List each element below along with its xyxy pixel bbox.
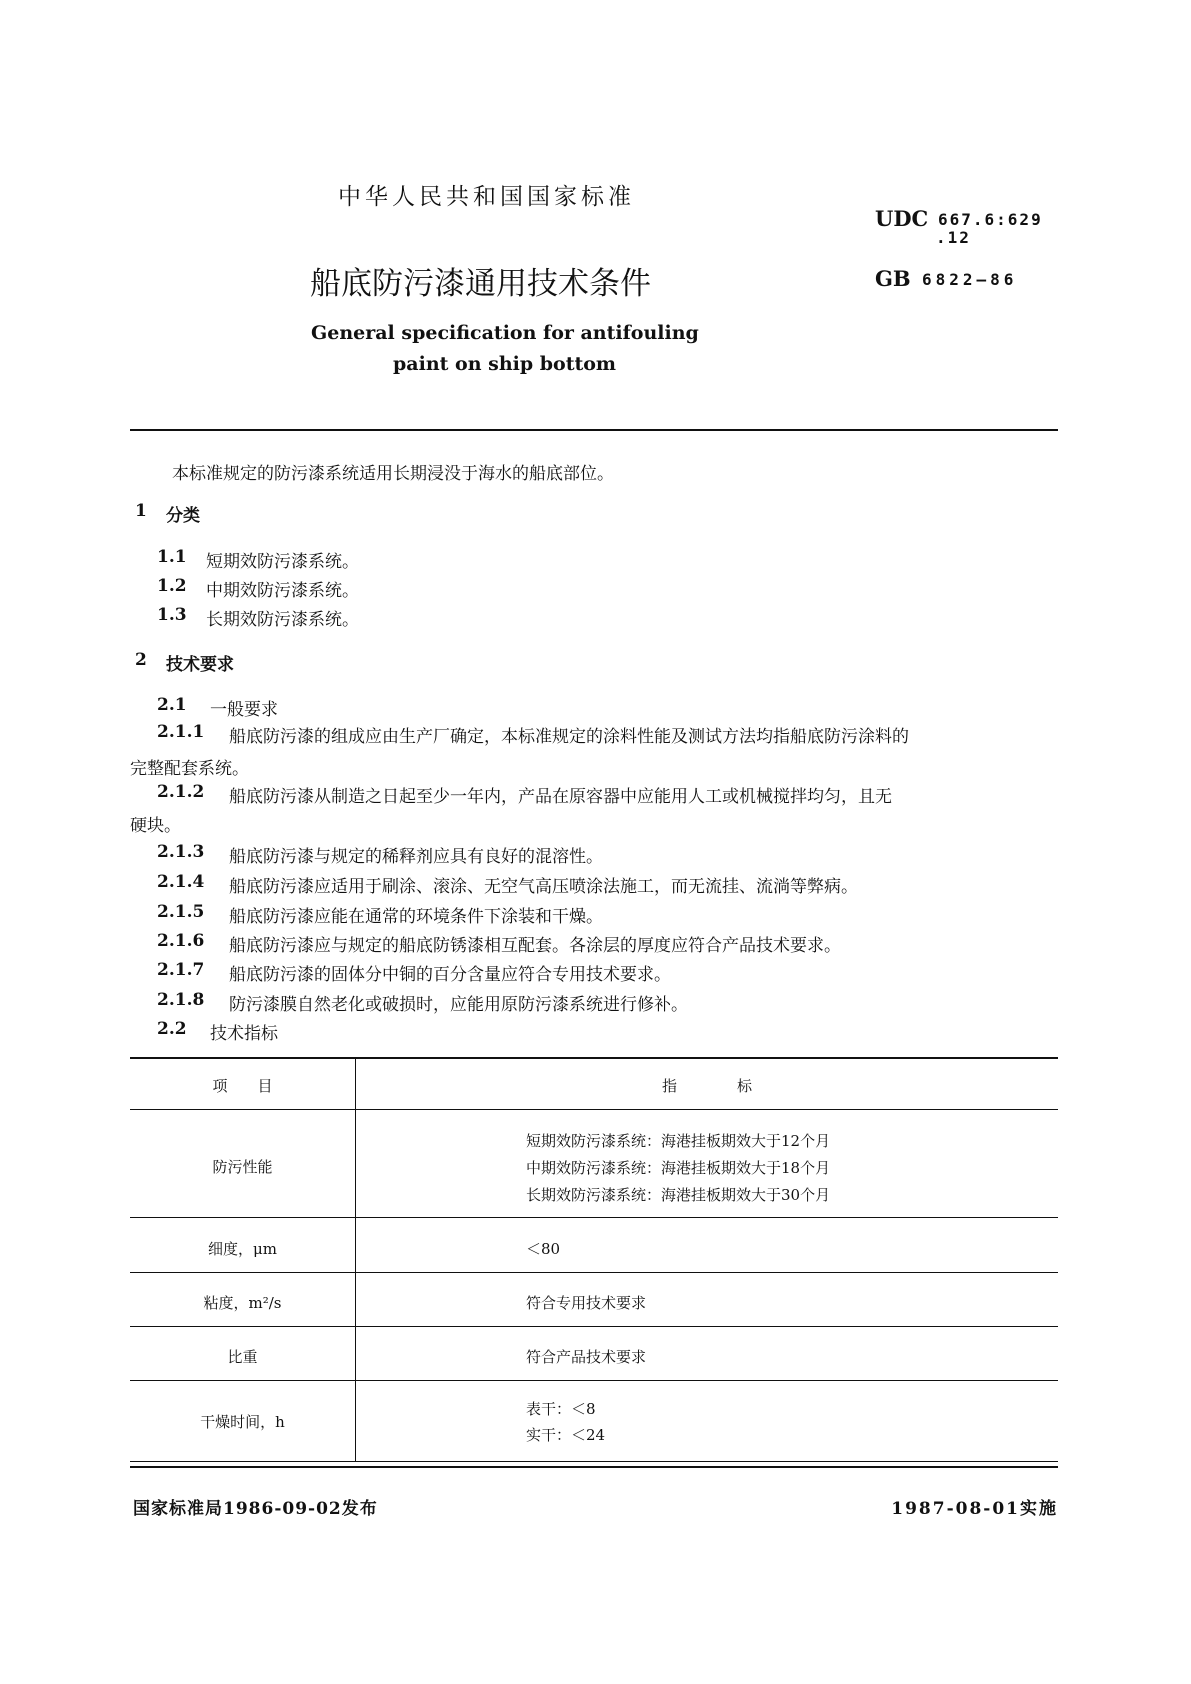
udc-label: UDC — [875, 206, 929, 231]
english-title-line1: General specification for antifouling — [311, 322, 699, 344]
item-text-cont: 完整配套系统。 — [130, 759, 249, 779]
national-standard-heading: 中华人民共和国国家标准 — [338, 184, 635, 210]
table-rule — [130, 1217, 1058, 1218]
table-bottom-rule — [130, 1461, 1058, 1462]
section-1-title: 分类 — [166, 506, 200, 526]
table-rule — [130, 1272, 1058, 1273]
table-row-item: 细度，μm — [208, 1240, 277, 1258]
table-row-item: 粘度，m²/s — [203, 1294, 282, 1312]
item-text: 中期效防污漆系统。 — [206, 581, 359, 601]
item-number: 2.1.2 — [157, 782, 205, 802]
table-header-item: 项 目 — [212, 1077, 273, 1095]
item-text: 短期效防污漆系统。 — [206, 552, 359, 572]
header-rule — [130, 429, 1058, 431]
item-number: 2.1.5 — [157, 902, 205, 922]
table-row-value: ＜80 — [526, 1240, 561, 1258]
udc-cont: .12 — [936, 228, 971, 247]
table-row-value: 短期效防污漆系统：海港挂板期效大于12个月 — [526, 1132, 831, 1150]
table-row-value: 表干：＜8 — [526, 1400, 596, 1418]
item-text: 船底防污漆的固体分中铜的百分含量应符合专用技术要求。 — [229, 965, 671, 985]
item-number: 2.1.6 — [157, 931, 205, 951]
table-header-value: 指 标 — [661, 1077, 752, 1095]
item-number: 2.1.8 — [157, 990, 205, 1010]
item-number: 1.3 — [157, 605, 187, 625]
item-text: 船底防污漆应与规定的船底防锈漆相互配套。各涂层的厚度应符合产品技术要求。 — [229, 936, 841, 956]
item-text: 船底防污漆应适用于刷涂、滚涂、无空气高压喷涂法施工，而无流挂、流淌等弊病。 — [229, 877, 858, 897]
subsection-number: 2.1 — [157, 695, 187, 715]
item-number: 2.1.1 — [157, 722, 205, 742]
table-row-item: 比重 — [227, 1348, 258, 1366]
item-text: 船底防污漆的组成应由生产厂确定，本标准规定的涂料性能及测试方法均指船底防污涂料的 — [229, 727, 909, 747]
subsection-number: 2.2 — [157, 1019, 187, 1039]
effective-date: 1987-08-01实施 — [891, 1499, 1058, 1519]
table-bottom-rule — [130, 1466, 1058, 1468]
item-number: 1.1 — [157, 547, 187, 567]
item-text: 船底防污漆从制造之日起至少一年内，产品在原容器中应能用人工或机械搅拌均匀，且无 — [229, 787, 892, 807]
table-row-value: 长期效防污漆系统：海港挂板期效大于30个月 — [526, 1186, 831, 1204]
item-number: 1.2 — [157, 576, 187, 596]
table-row-value: 符合产品技术要求 — [526, 1348, 647, 1366]
table-row-item: 干燥时间，h — [200, 1413, 285, 1431]
gb-value: 6822—86 — [922, 270, 1018, 289]
section-2-number: 2 — [135, 650, 147, 670]
table-rule — [130, 1109, 1058, 1110]
subsection-title: 技术指标 — [210, 1024, 278, 1044]
subsection-title: 一般要求 — [210, 700, 278, 720]
english-title-line2: paint on ship bottom — [393, 353, 617, 375]
item-number: 2.1.4 — [157, 872, 205, 892]
section-2-title: 技术要求 — [166, 655, 234, 675]
gb-label: GB — [875, 266, 911, 291]
item-text-cont: 硬块。 — [130, 816, 181, 836]
item-text: 长期效防污漆系统。 — [206, 610, 359, 630]
issue-date: 国家标准局1986-09-02发布 — [133, 1499, 378, 1519]
udc-value: 667.6:629 — [938, 210, 1043, 229]
item-number: 2.1.3 — [157, 842, 205, 862]
table-top-rule — [130, 1057, 1058, 1059]
item-text: 船底防污漆与规定的稀释剂应具有良好的混溶性。 — [229, 847, 603, 867]
table-rule — [130, 1326, 1058, 1327]
table-rule — [130, 1380, 1058, 1381]
item-text: 船底防污漆应能在通常的环境条件下涂装和干燥。 — [229, 907, 603, 927]
item-number: 2.1.7 — [157, 960, 205, 980]
document-title: 船底防污漆通用技术条件 — [310, 266, 651, 302]
section-1-number: 1 — [135, 501, 147, 521]
table-column-divider — [355, 1059, 356, 1461]
item-text: 防污漆膜自然老化或破损时，应能用原防污漆系统进行修补。 — [229, 995, 688, 1015]
intro-text: 本标准规定的防污漆系统适用长期浸没于海水的船底部位。 — [172, 464, 614, 484]
table-row-item: 防污性能 — [212, 1158, 273, 1176]
table-row-value: 实干：＜24 — [526, 1426, 606, 1444]
table-row-value: 符合专用技术要求 — [526, 1294, 647, 1312]
table-row-value: 中期效防污漆系统：海港挂板期效大于18个月 — [526, 1159, 831, 1177]
